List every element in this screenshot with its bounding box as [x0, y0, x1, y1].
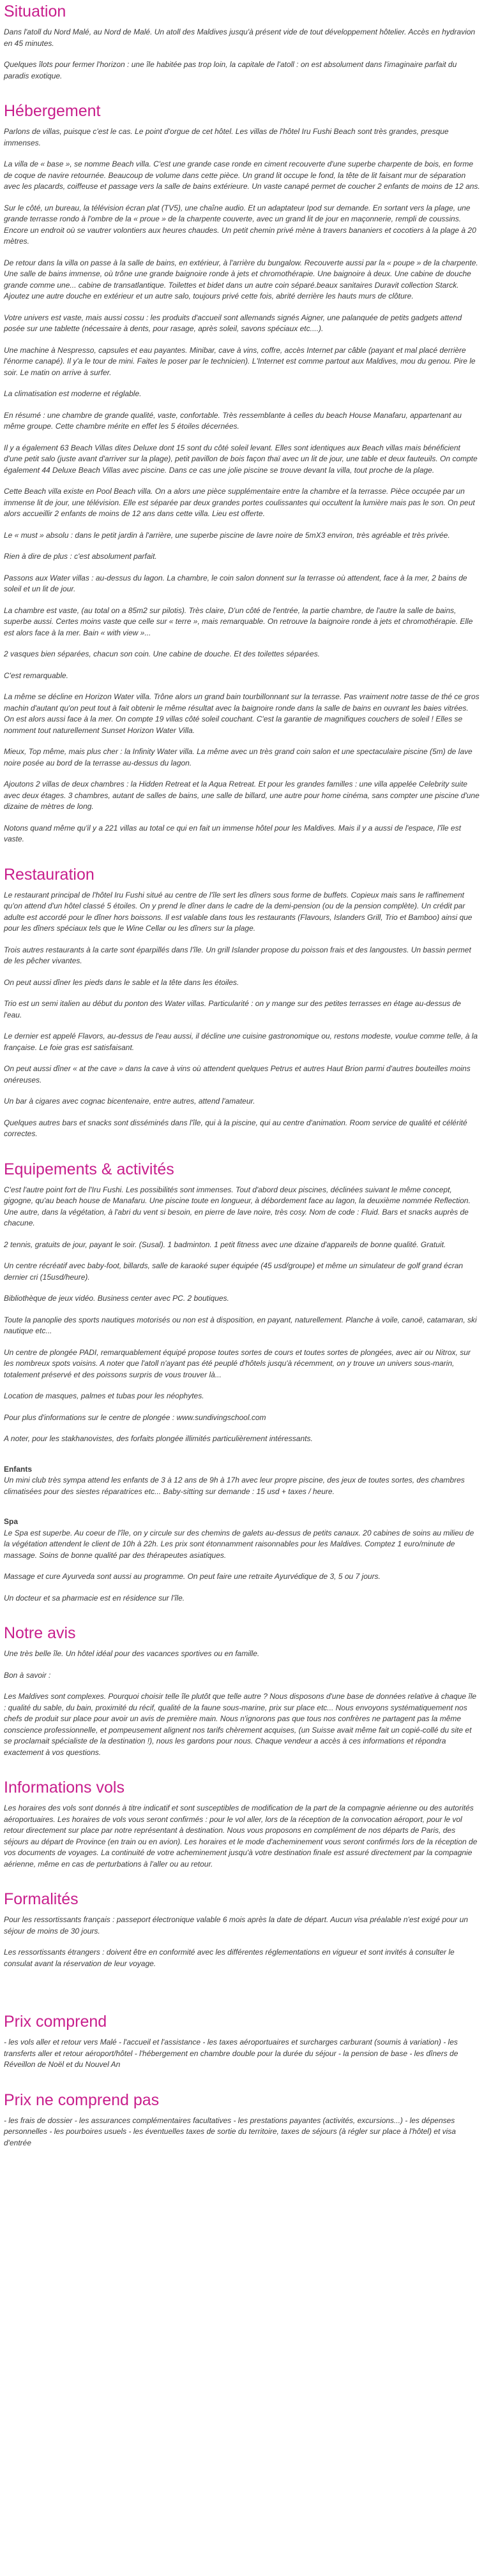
paragraph: Un centre récréatif avec baby-foot, billards, salle de karaoké super équipée (45 usd/groupe) et même un simulateur de golf grand écran dernier cri (15usd/heure).	[4, 1261, 464, 1282]
paragraph: De retour dans la villa on passe à la salle de bains, en extérieur, à l'arrière du bungalow. Recouverte aussi par la « poupe » de la charpente. Une salle de bains immense, où trône une grande baignoire ronde à jets et chromothérapie. Une baignoire à deux. Une cabine de douche grande comme une... cabine de transatlantique. Toilettes et bidet dans un autre coin séparé.beaux sanitaires Duravit collection Starck. Ajoutez une autre douche en extérieur et un autre salo, toujours privé cette fois, abrité derrière les hauts murs de clôture.	[4, 258, 478, 300]
section	[4, 1464, 480, 1498]
paragraph: On peut aussi dîner « at the cave » dans la cave à vins où attendent quelques Petrus et autres Haut Brion parmi d'autres bouteilles moins onéreuses.	[4, 1064, 471, 1084]
section	[4, 1159, 480, 1445]
section-title: Formalités	[4, 1890, 79, 1908]
paragraph: Sur le côté, un bureau, la télévision écran plat (TV5), une chaîne audio. Et un adaptateur Ipod sur demande. En sortant vers la plage, une grande terrasse rondo à l'ombre de la « proue » de la charpente couverte, avec un grand lit de jour en maçonnerie, rempli de coussins. Encore un endroit où se vautrer volontiers aux heures chaudes. Un petit chemin privé mène à travers bananiers et cocotiers à la plage à 20 mètres.	[4, 203, 476, 246]
section-title: Restauration	[4, 865, 95, 884]
paragraph: Le « must » absolu : dans le petit jardin à l'arrière, une superbe piscine de lavre noire de 5mX3 environ, très agréable et très privée.	[4, 530, 450, 540]
paragraph: Bon à savoir :	[4, 1670, 51, 1680]
section-title: Notre avis	[4, 1624, 76, 1642]
section-title: Prix comprend	[4, 2013, 107, 2031]
paragraph: Dans l'atoll du Nord Malé, au Nord de Malé. Un atoll des Maldives jusqu'à présent vide de tout développement hôtelier. Accès en hydravion en 45 minutes.	[4, 27, 476, 48]
paragraph: 2 tennis, gratuits de jour, payant le soir. (Susal). 1 badminton. 1 petit fitness avec une dizaine d'appareils de bonne qualité. Gratuit.	[4, 1240, 446, 1249]
paragraph: On peut aussi dîner les pieds dans le sable et la tête dans les étoiles.	[4, 977, 239, 987]
section	[4, 1516, 480, 1604]
paragraph: La chambre est vaste, (au total on a 85m2 sur pilotis). Très claire, D'un côté de l'entrée, la partie chambre, de l'autre la salle de bains, superbe aussi. Certes moins vaste que celle sur « terre », mais remarquable. On retrouve la baignoire ronde à jets et chromothérapie. Elle est alors face à la mer. Bain « with view »...	[4, 605, 473, 637]
paragraph: Le dernier est appelé Flavors, au-dessus de l'eau aussi, il décline une cuisine gastronomique ou, restons modeste, voulue comme telle, à la française. Le foie gras est satisfaisant.	[4, 1032, 478, 1052]
paragraph: Une machine à Nespresso, capsules et eau payantes. Minibar, cave à vins, coffre, accès Internet par câble (payant et mal placé derrière l'énorme canapé). Il y'a le tour de mini. Faites le poser par le technicien). L'Internet est comme partout aux Maldives, mou du genou. Pire le soir. Le matin on arrive à surfer.	[4, 345, 476, 377]
paragraph: Le Spa est superbe. Au coeur de l'île, on y circule sur des chemins de galets au-dessus de petits canaux. 20 cabines de soins au milieu de la végétation attendent le client de 10h à 22h. Les prix sont étonnamment raisonnables pour les Maldives. Comptez 1 euro/minute de massage. Soins de bonne qualité par des thérapeutes asiatiques.	[4, 1528, 474, 1560]
paragraph: 2 vasques bien séparées, chacun son coin. Une cabine de douche. Et des toilettes séparées.	[4, 649, 320, 658]
paragraph: Un docteur et sa pharmacie est en résidence sur l'île.	[4, 1593, 185, 1603]
paragraph: La climatisation est moderne et réglable.	[4, 389, 142, 398]
paragraph: Les Maldives sont complexes. Pourquoi choisir telle île plutôt que telle autre ? Nous disposons d'une base de données relative à chaque île : qualité du sable, du bain, proximité du récif, qualité de la faune sous-marine, prix sur place etc... Nous envoyons systématiquement nos chefs de produit sur place pour avoir un avis de première main. Nous n'ignorons pas que tous nos confrères ne partagent pas la même conscience professionnelle, et pompeusement alignent nos tarifs chèrement acquises, (un Suisse avait même fait un copié-collé du site et se proclamait spécialiste de la destination !), nous les gardons pour nous. Chaque vendeur a accès à ces informations et répondra exactement à vos questions.	[4, 1692, 477, 1757]
paragraph: Votre univers est vaste, mais aussi cossu : les produits d'accueil sont allemands signés Aigner, une palanquée de petits gadgets attend posée sur une tablette (nécessaire à dents, pour rasage, après soleil, savons spéciaux etc....).	[4, 313, 462, 333]
paragraph: Un mini club très sympa attend les enfants de 3 à 12 ans de 9h à 17h avec leur propre piscine, des jeux de toutes sortes, des chambres climatisées pour des siestes réparatrices etc... Baby-sitting sur demande : 15 usd + taxes / heure.	[4, 1476, 465, 1496]
section	[4, 1623, 480, 1758]
paragraph: Parlons de villas, puisque c'est le cas. Le point d'orgue de cet hôtel. Les villas de l'hôtel Iru Fushi Beach sont très grandes, presque immenses.	[4, 127, 449, 147]
paragraph: Un centre de plongée PADI, remarquablement équipé propose toutes sortes de cours et toutes sortes de plongées, avec air ou Nitrox, sur les nombreux spots voisins. A noter que l'atoll n'ayant pas été peuplé d'hôtels jusqu'à récemment, on y trouve un univers sous-marin, totalement préservé et des poissons surpris de vous trouver là...	[4, 1347, 471, 1379]
paragraph: Les horaires des vols sont donnés à titre indicatif et sont susceptibles de modification de la part de la compagnie aérienne ou des autorités aéroportuaires. Les horaires de vols vous seront confirmés : pour le vol aller, lors de la réception de la convocation aéroport, pour le vol retour directement sur place par notre représentant à destination. Nous vous proposons en complément de nos départs de Paris, des séjours au départ de Province (en train ou en avion). Les horaires et le mode d'acheminement vous seront confirmés lors de la réception de vos documents de voyages. La continuité de votre acheminement jusqu'à votre destination finale est assuré directement par la compagnie aérienne, même en cas de perturbations à l'aller ou au retour.	[4, 1803, 478, 1869]
paragraph: C'est remarquable.	[4, 670, 69, 680]
section-title: Situation	[4, 3, 66, 20]
paragraph: Ajoutons 2 villas de deux chambres : la Hidden Retreat et la Aqua Retreat. Et pour les grandes familles : une villa appelée Celebrity suite avec deux étages. 3 chambres, autant de salles de bains, une salle de billard, une autre pour home cinéma, sans compter une piscine d'une dizaine de mètres de long.	[4, 780, 480, 811]
paragraph: Passons aux Water villas : au-dessus du lagon. La chambre, le coin salon donnent sur la terrasse où attendent, face à la mer, 2 bains de soleil et un lit de jour.	[4, 573, 467, 593]
paragraph: Un bar à cigares avec cognac bicentenaire, entre autres, attend l'amateur.	[4, 1097, 255, 1106]
section	[4, 2090, 480, 2149]
paragraph: La villa de « base », se nomme Beach villa. C'est une grande case ronde en ciment recouverte d'une superbe charpente de bois, en forme de coque de navire retournée. Beaucoup de volume dans cette pièce. Un grand lit occupe le fond, la tête de lit faisant mur de séparation avec les placards, coiffeuse et passage vers la salle de bains extérieure. Un vaste canapé permet de coucher 2 enfants de moins de 12 ans.	[4, 159, 480, 191]
section	[4, 1777, 480, 1870]
section	[4, 864, 480, 1140]
paragraph: Location de masques, palmes et tubas pour les néophytes.	[4, 1391, 204, 1400]
paragraph: La même se décline en Horizon Water villa. Trône alors un grand bain tourbillonnant sur la terrasse. Pas vraiment notre tasse de thé ce gros machin d'autant qu'on peut tout à fait obtenir le même résultat avec la baignoire ronde dans la salle de bains en ouvrant les baies vitrées. On est alors aussi face à la mer. On compte 19 villas côté soleil couchant. C'est la garantie de magnifiques couchers de soleil ! Elles se nomment tout naturellement Sunset Horizon Water Villa.	[4, 692, 480, 735]
paragraph: C'est l'autre point fort de l'Iru Fushi. Les possibilités sont immenses. Tout d'abord deux piscines, déclinées suivant le même concept, gigogne, qu'au beach house de Manafaru. Une piscine toute en longueur, à débordement face au lagon, la deuxième nommée Reflection. Une autre, dans la végétation, à l'abri du vent si besoin, en pierre de lave noire, très cosy. Nom de code : Fluid. Bars et snacks auprès de chacune.	[4, 1185, 471, 1227]
paragraph: Toute la panoplie des sports nautiques motorisés ou non est à disposition, en payant, naturellement. Planche à voile, canoë, catamaran, ski nautique etc...	[4, 1315, 477, 1335]
paragraph: Il y a également 63 Beach Villas dites Deluxe dont 15 sont du côté soleil levant. Elles sont identiques aux Beach villas mais bénéficient d'une petit salo (juste avant d'arriver sur la plage), petit pavillon de bois façon thaï avec un lit de jour, une table et deux fauteuils. On compte également 44 Deluxe Beach Villas avec piscine. Dans ce cas une jolie piscine se trouve devant la villa, tout proche de la plage.	[4, 443, 478, 475]
section-spacer	[4, 1988, 480, 2010]
section	[4, 2011, 480, 2071]
paragraph: - les frais de dossier - les assurances complémentaires facultatives - les prestations payantes (activités, excursions...) - les dépenses personnelles - les pourboires usuels - les éventuelles taxes de sortie du territoire, taxes de séjours (à régler sur place à l'hôtel) et visa d'entrée	[4, 2115, 456, 2147]
paragraph: Les ressortissants étrangers : doivent être en conformité avec les différentes réglementations en vigueur et sont invités à consulter le consulat avant la réservation de leur voyage.	[4, 1948, 455, 1968]
paragraph: Pour les ressortissants français : passeport électronique valable 6 mois après la date de départ. Aucun visa préalable n'est exigé pour un séjour de moins de 30 jours.	[4, 1915, 468, 1936]
paragraph: - les vols aller et retour vers Malé - l'accueil et l'assistance - les taxes aéroportuaires et surcharges carburant (soumis à variation) - les transferts aller et retour aéroport/hôtel - l'hébergement en chambre double pour la durée du séjour - la pension de base - les dîners de Réveillon de Noël et du Nouvel An	[4, 2038, 458, 2069]
paragraph: Pour plus d'informations sur le centre de plongée : www.sundivingschool.com	[4, 1412, 266, 1422]
paragraph: Cette Beach villa existe en Pool Beach villa. On a alors une pièce supplémentaire entre la chambre et la terrasse. Pièce occupée par un immense lit de jour, une télévision. Elle est séparée par deux grandes portes coulissantes qui occultent la lumière mais pas le son. On peut alors accueillir 2 enfants de moins de 12 ans dans cette villa. Lieu est offerte.	[4, 487, 475, 518]
paragraph: A noter, pour les stakhanovistes, des forfaits plongée illimités particulièrement intéressants.	[4, 1434, 313, 1443]
section-title: Informations vols	[4, 1779, 125, 1796]
paragraph: Trio est un semi italien au début du ponton des Water villas. Particularité : on y mange sur des petites terrasses en étage au-dessus de l'eau.	[4, 999, 461, 1019]
paragraph: Quelques autres bars et snacks sont disséminés dans l'île, qui à la piscine, qui au centre d'animation. Room service de qualité et célérité correctes.	[4, 1118, 467, 1138]
paragraph: En résumé : une chambre de grande qualité, vaste, confortable. Très ressemblante à celles du beach House Manafaru, appartenant au même groupe. Cette chambre mérite en effet les 5 étoiles décernées.	[4, 410, 462, 431]
paragraph: Notons quand même qu'il y a 221 villas au total ce qui en fait un immense hôtel pour les Maldives. Mais il y a aussi de l'espace, l'île est vaste.	[4, 823, 461, 843]
paragraph: Une très belle île. Un hôtel idéal pour des vacances sportives ou en famille.	[4, 1649, 260, 1658]
section	[4, 101, 480, 845]
section	[4, 1889, 480, 1969]
paragraph: Rien à dire de plus : c'est absolument parfait.	[4, 552, 157, 561]
paragraph: Mieux, Top même, mais plus cher : la Infinity Water villa. La même avec un très grand coin salon et une spectaculaire piscine (5m) de lave noire posée au bord de la terrasse au-dessus du lagon.	[4, 747, 473, 767]
section-subtitle: Spa	[4, 1517, 19, 1526]
paragraph: Massage et cure Ayurveda sont aussi au programme. On peut faire une retraite Ayurvédique de 3, 5 ou 7 jours.	[4, 1572, 381, 1581]
page	[0, 1, 484, 2180]
section-title: Prix ne comprend pas	[4, 2091, 160, 2109]
section-title: Hébergement	[4, 102, 101, 120]
paragraph: Trois autres restaurants à la carte sont éparpillés dans l'île. Un grill Islander propose du poisson frais et des langoustes. Un bassin permet de les pêcher vivantes.	[4, 945, 471, 965]
paragraph: Quelques îlots pour fermer l'horizon : une île habitée pas trop loin, la capitale de l'atoll : on est absolument dans l'imaginaire parfait du paradis exotique.	[4, 60, 457, 80]
section	[4, 1, 480, 82]
section-subtitle: Enfants	[4, 1464, 33, 1474]
paragraph: Bibliothèque de jeux vidéo. Business center avec PC. 2 boutiques.	[4, 1294, 229, 1303]
section-title: Equipements & activités	[4, 1160, 174, 1178]
paragraph: Le restaurant principal de l'hôtel Iru Fushi situé au centre de l'île sert les dîners sous forme de buffets. Copieux mais sans le raffinement qu'on attend d'un hôtel classé 5 étoiles. On y prend le dîner dans le cadre de la demi-pension (ou de la pension complète). Un crédit par adulte est accordé pour le dîner hors boissons. Il est valable dans tous les restaurants (Flavours, Islanders Grill, Trio et Bamboo) ainsi que pour les dîners spéciaux tels que le Wine Cellar ou les dîners sur la plage.	[4, 890, 473, 933]
